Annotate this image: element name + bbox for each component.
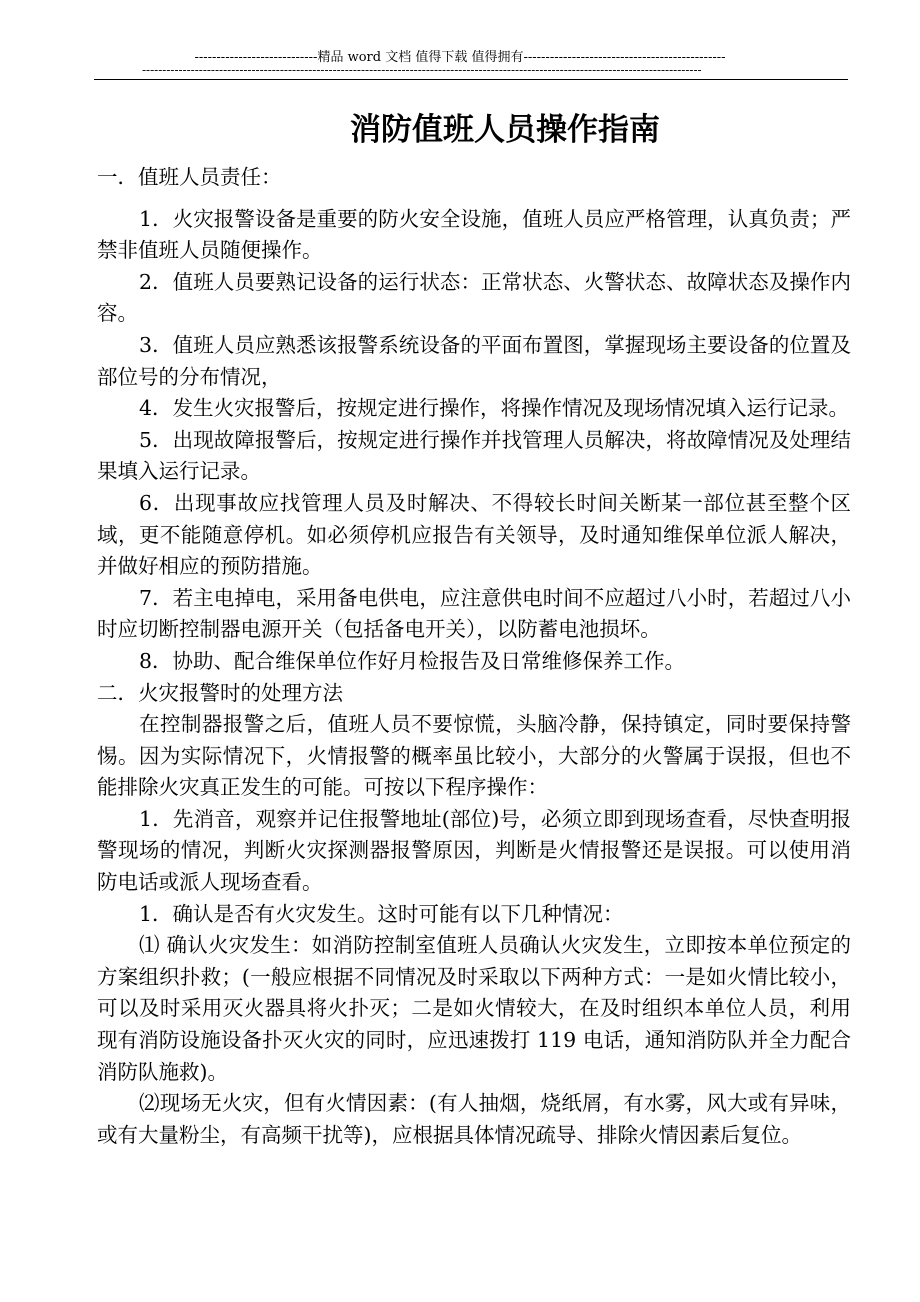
section2-confirm: 1．确认是否有火灾发生。这时可能有以下几种情况： <box>139 901 624 926</box>
document-body <box>97 162 851 1151</box>
section1-item: 5．出现故障报警后，按规定进行操作并找管理人员解决，将故障情况及处理结果填入运行记录。 <box>97 427 851 484</box>
section1-item: 4．发生火灾报警后，按规定进行操作，将操作情况及现场情况填入运行记录。 <box>139 396 850 421</box>
section1-item: 8．协助、配合维保单位作好月检报告及日常维修保养工作。 <box>139 648 686 673</box>
header-dash-line: ------------------------------------------------------------------------------------------------------------------------------------------ <box>142 64 702 76</box>
section1-heading: 一．值班人员责任： <box>97 165 282 189</box>
header-divider <box>94 79 848 80</box>
header-banner: ----------------------------精品 word 文档 值得下载 值得拥有---------------------------------------------- <box>194 50 726 65</box>
section1-item: 2．值班人员要熟记设备的运行状态：正常状态、火警状态、故障状态及操作内容。 <box>97 269 851 326</box>
section1-item: 1．火灾报警设备是重要的防火安全设施，值班人员应严格管理，认真负责；严禁非值班人员随便操作。 <box>97 206 851 263</box>
section2-step1: 1．先消音，观察并记住报警地址(部位)号，必须立即到现场查看，尽快查明报警现场的情况，判断火灾探测器报警原因，判断是火情报警还是误报。可以使用消防电话或派人现场查看。 <box>97 806 851 895</box>
page-title: 消防值班人员操作指南 <box>350 112 660 148</box>
section1-item: 3．值班人员应熟悉该报警系统设备的平面布置图，掌握现场主要设备的位置及部位号的分布情况， <box>97 332 851 389</box>
section1-item: 6．出现事故应找管理人员及时解决、不得较长时间关断某一部位甚至整个区域，更不能随意停机。如必须停机应报告有关领导，及时通知维保单位派人解决，并做好相应的预防措施。 <box>97 490 851 579</box>
section2-case2: ⑵现场无火灾，但有火情因素：(有人抽烟，烧纸屑，有水雾，风大或有异味，或有大量粉尘，有高频干扰等)，应根据具体情况疏导、排除火情因素后复位。 <box>97 1091 851 1147</box>
section2-heading: 二．火灾报警时的处理方法 <box>97 680 343 705</box>
section2-intro: 在控制器报警之后，值班人员不要惊慌，头脑冷静，保持镇定，同时要保持警惕。因为实际情况下，火情报警的概率虽比较小，大部分的火警属于误报，但也不能排除火灾真正发生的可能。可按以下程序操作： <box>97 712 851 800</box>
section2-case1: ⑴ 确认火灾发生：如消防控制室值班人员确认火灾发生，立即按本单位预定的方案组织扑救；(一般应根据不同情况及时采取以下两种方式：一是如火情比较小，可以及时采用灭火器具将火扑灭；二是如火情较大，在及时组织本单位人员，利用现有消防设施设备扑灭火灾的同时，应迅速拨打 119 电话，通知消防队并全力配合消防队施救)。 <box>97 933 851 1084</box>
section1-item: 7．若主电掉电，采用备电供电，应注意供电时间不应超过八小时，若超过八小时应切断控制器电源开关（包括备电开关），以防蓄电池损坏。 <box>97 585 851 642</box>
